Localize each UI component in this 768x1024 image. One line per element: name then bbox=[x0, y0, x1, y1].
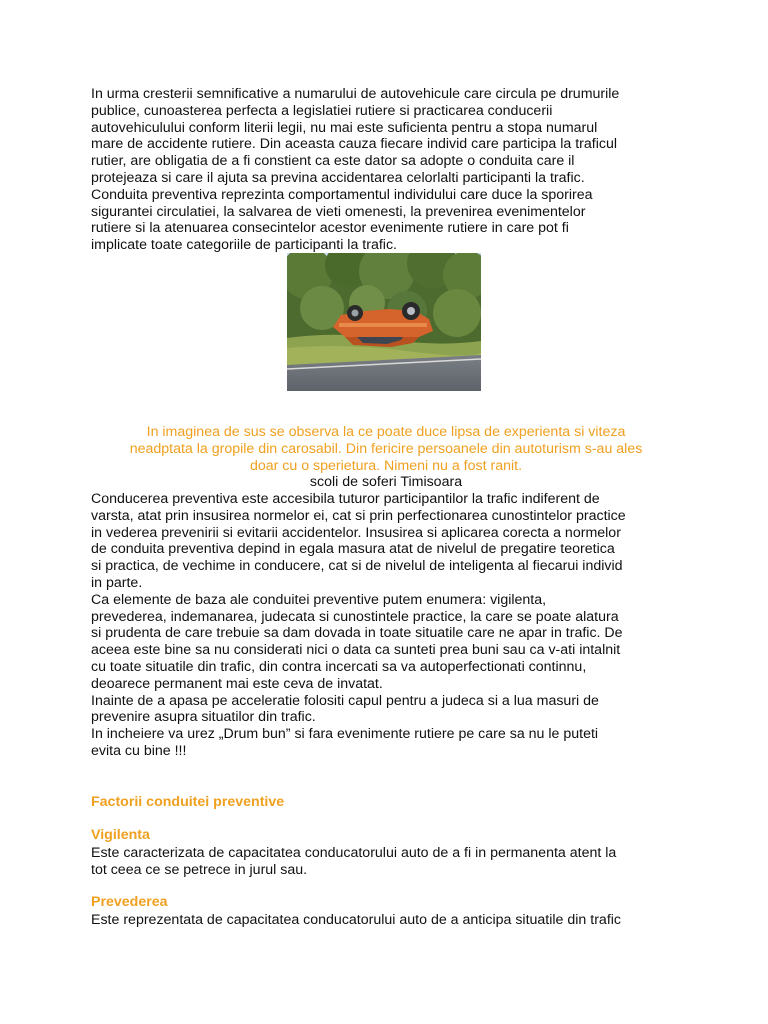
section-text-prevederea: Este reprezentata de capacitatea conducatorului auto de a anticipa situatile din trafic bbox=[91, 912, 622, 928]
image-source: scoli de soferi Timisoara bbox=[309, 474, 463, 490]
intro-paragraph: In urma cresterii semnificative a numarului de autovehicule care circula pe drumurile publice, cunoasterea perfecta a legislatiei rutiere si practicarea conducerii autovehiculului conform literii legii, nu mai este suficienta pentru a stopa numarul mare de accidente rutiere. Din aceasta cauza fiecare individ care participa la traficul rutier, are obligatia de a fi constient ca este dator sa adopte o conduita care il protejeaza si care il ajuta sa previna accidentarea celorlalti participanti la trafic. Conduita preventiva reprezinta comportamentul individului care duce la sporirea sigurantei circulatiei, la salvarea de vieti omenesti, la prevenirea evenimentelor rutiere si la atenuarea consecintelor acestor evenimente rutiere in care pot fi implicate toate categoriile de participanti la trafic. bbox=[91, 86, 620, 254]
image-caption: In imaginea de sus se observa la ce poate duce lipsa de experienta si viteza neadptata la gropile din carosabil. Din fericire persoanele din autoturism s-au ales doar cu o sperietura. Nimeni nu a fost ranit. bbox=[129, 424, 643, 474]
section-title-vigilenta: Vigilenta bbox=[91, 827, 150, 843]
factors-heading: Factorii conduitei preventive bbox=[91, 794, 285, 810]
section-title-prevederea: Prevederea bbox=[91, 894, 168, 910]
section-text-vigilenta: Este caracterizata de capacitatea conducatorului auto de a fi in permanenta atent la tot ceea ce se petrece in jurul sau. bbox=[91, 845, 617, 878]
overturned-car-illustration bbox=[287, 253, 481, 391]
body-paragraph: Conducerea preventiva este accesibila tuturor participantilor la trafic indiferent de varsta, atat prin insusirea normelor ei, cat si prin perfectionarea cunostintelor practice in vederea prevenirii si evitarii accidentelor. Insusirea si aplicarea corecta a normelor de conduita preventiva depind in egala masura atat de nivelul de pregatire teoretica si practica, de vechime in conducere, cat si de nivelul de inteligenta al fiecarui individ in parte. Ca elemente de baza ale conduitei preventive putem enumera: vigilenta, prevederea, indemanarea, judecata si cunostintele practice, la care se poate alatura si prudenta de care trebuie sa dam dovada in toate situatile care ne apar in trafic. De aceea este bine sa nu considerati nici o data ca sunteti prea buni sau ca v-ati intalnit cu toate situatile din trafic, din contra incercati sa va autoperfectionati continnu, deoarece permanent mai este ceva de invatat. Inainte de a apasa pe acceleratie folositi capul pentru a judeca si a lua masuri de prevenire asupra situatilor din trafic. In incheiere va urez „Drum bun” si fara evenimente rutiere pe care sa nu le puteti evita cu bine !!! bbox=[91, 491, 626, 759]
overturned-car-photo bbox=[287, 253, 481, 391]
